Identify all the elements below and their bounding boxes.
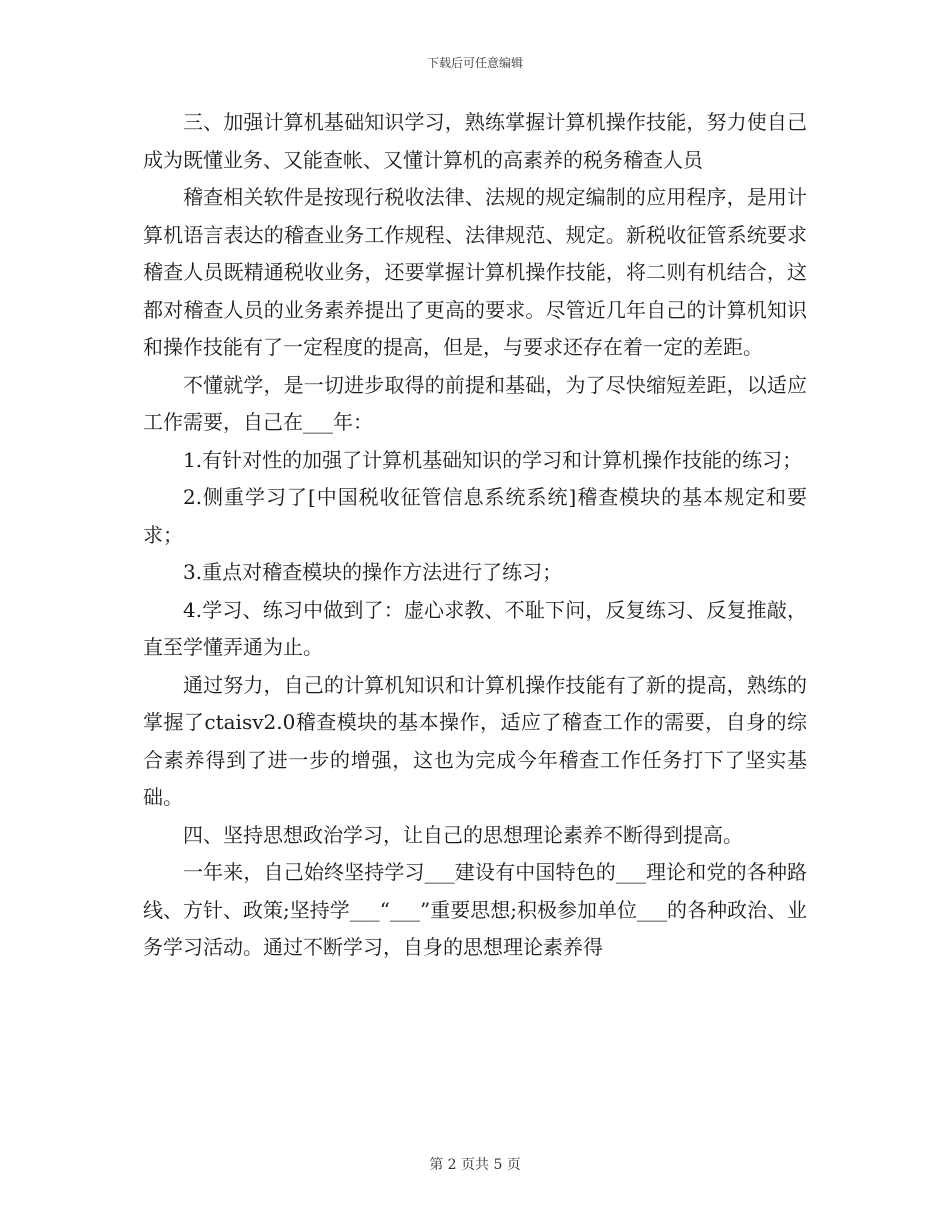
body-paragraph: 一年来，自己始终坚持学习___建设有中国特色的___理论和党的各种路线、方针、政策;坚持学___“___”重要思想;积极参加单位___的各种政治、业务学习活动。通过不断学习，自身的思想理论素养得: [143, 860, 807, 959]
list-item-3: 3.重点对稽查模块的操作方法进行了练习；: [183, 560, 563, 584]
section-four-heading: 四、坚持思想政治学习，让自己的思想理论素养不断得到提高。: [183, 822, 743, 847]
section-three-heading: 三、加强计算机基础知识学习，熟练掌握计算机操作技能，努力使自己成为既懂业务、又能查帐、又懂计算机的高素养的税务稽查人员: [143, 110, 807, 172]
page-header-note: 下载后可任意编辑: [426, 56, 523, 70]
document-body: [143, 104, 807, 967]
page-number-footer: 第 2 页共 5 页: [429, 1157, 521, 1173]
list-item-2: 2.侧重学习了[中国税收征管信息系统系统]稽查模块的基本规定和要求；: [143, 485, 807, 547]
body-paragraph: 通过努力，自己的计算机知识和计算机操作技能有了新的提高，熟练的掌握了ctaisv2.0稽查模块的基本操作，适应了稽查工作的需要，自身的综合素养得到了进一步的增强，这也为完成今年稽查工作任务打下了坚实基础。: [143, 672, 807, 809]
list-item-1: 1.有针对性的加强了计算机基础知识的学习和计算机操作技能的练习；: [183, 447, 803, 472]
list-item-4: 4.学习、练习中做到了：虚心求教、不耻下问，反复练习、反复推敲，直至学懂弄通为止。: [143, 597, 807, 659]
body-paragraph: 稽查相关软件是按现行税收法律、法规的规定编制的应用程序，是用计算机语言表达的稽查业务工作规程、法律规范、规定。新税收征管系统要求稽查人员既精通税收业务，还要掌握计算机操作技能，将二则有机结合，这都对稽查人员的业务素养提出了更高的要求。尽管近几年自己的计算机知识和操作技能有了一定程度的提高，但是，与要求还存在着一定的差距。: [143, 185, 807, 359]
body-paragraph: 不懂就学，是一切进步取得的前提和基础，为了尽快缩短差距，以适应工作需要，自己在___年：: [143, 372, 807, 434]
